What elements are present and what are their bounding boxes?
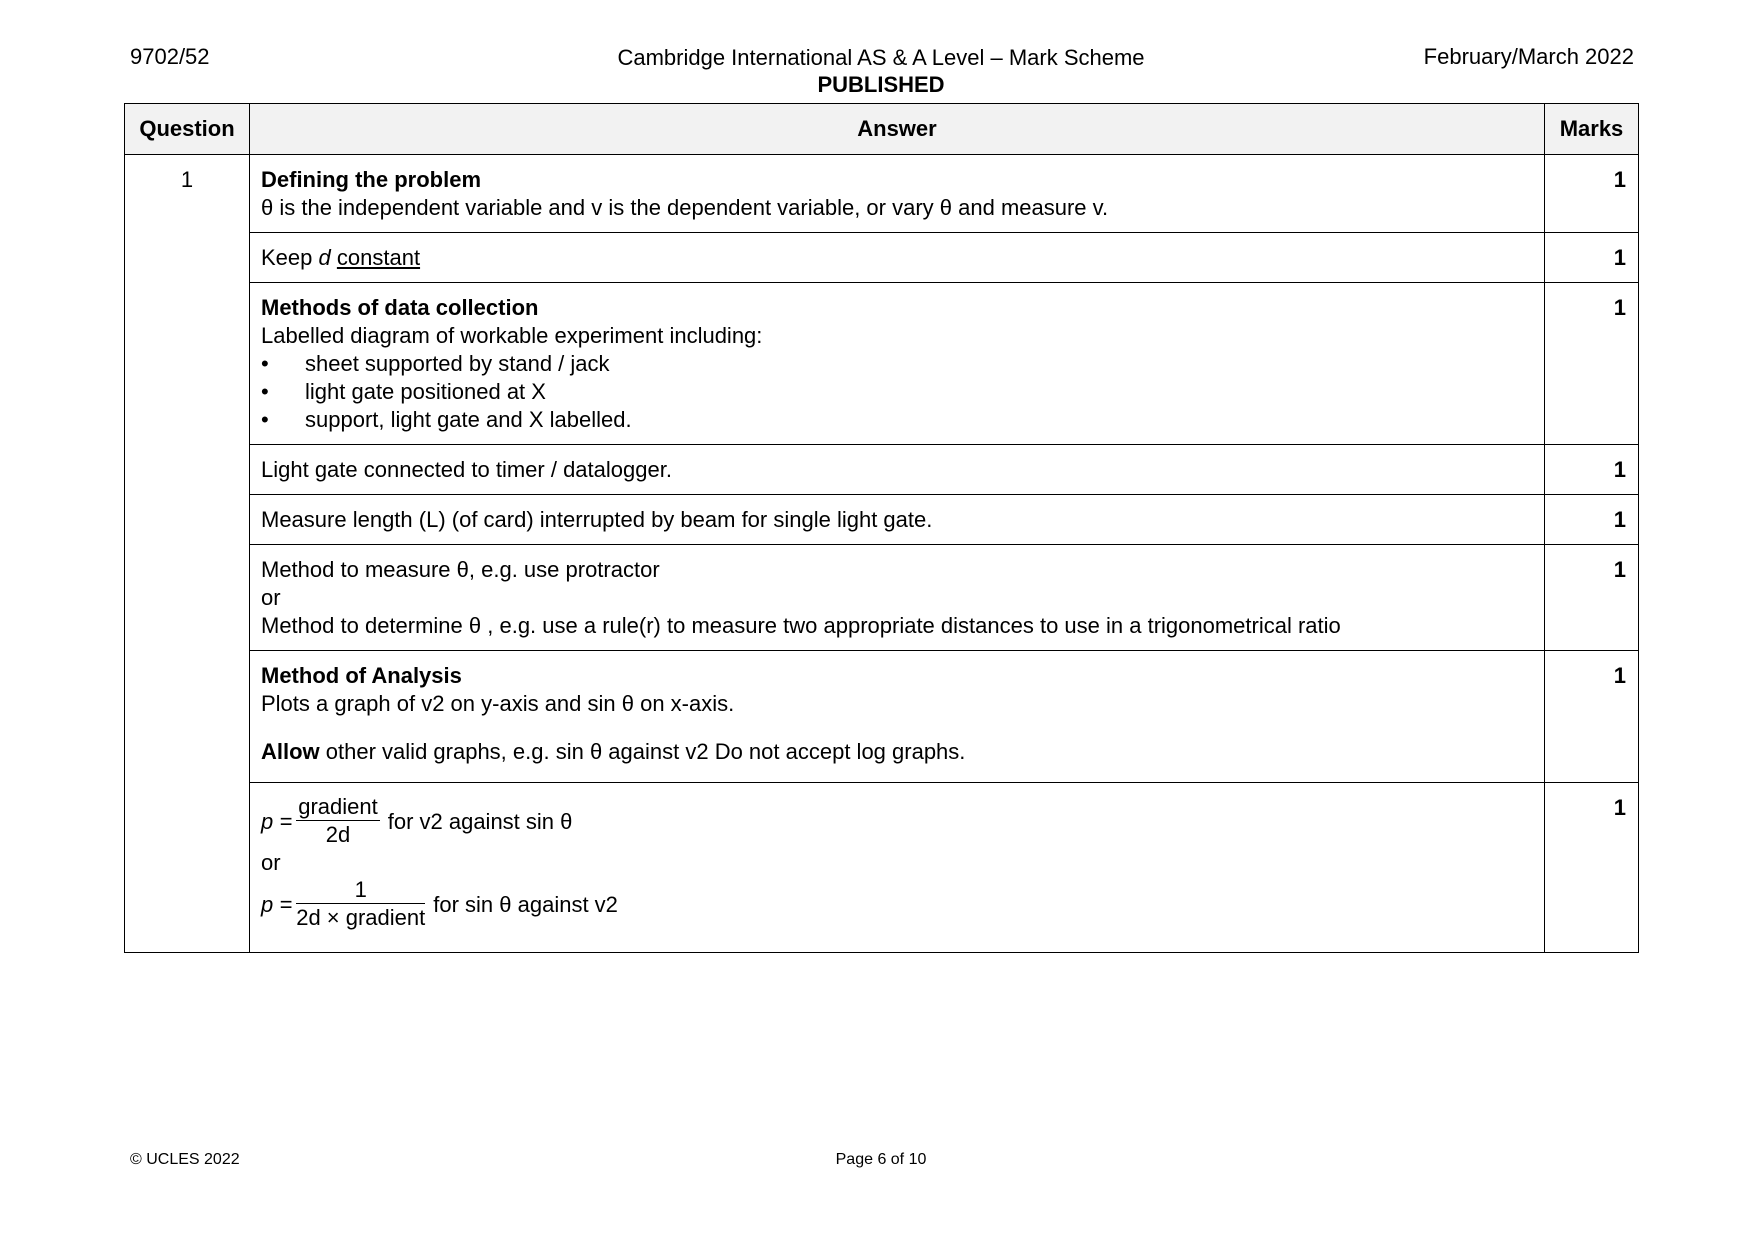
answer-text: Light gate connected to timer / datalogger. [261, 457, 672, 482]
equation-note: for sin θ against v2 [433, 891, 618, 917]
table-row [125, 155, 1639, 233]
fraction [296, 794, 380, 849]
answer-text: Labelled diagram of workable experiment including: [261, 323, 763, 348]
equation [261, 794, 1533, 849]
answer-cell [250, 445, 1545, 495]
answer-cell [250, 545, 1545, 651]
answer-text: Method to determine θ , e.g. use a rule(r) to measure two appropriate distances to use in a trigonometrical ratio [261, 613, 1341, 638]
answer-cell [250, 651, 1545, 783]
fraction-denominator: 2d × gradient [296, 905, 426, 930]
copyright: © UCLES 2022 [130, 1151, 240, 1168]
allow-text: other valid graphs, e.g. sin θ against v2 Do not accept log graphs. [325, 739, 966, 764]
marks-value: 1 [1545, 155, 1639, 233]
answer-text: Measure length (L) (of card) interrupted by beam for single light gate. [261, 507, 933, 532]
mark-scheme-table [124, 103, 1639, 953]
underlined-text: constant [336, 245, 421, 270]
table-row [125, 783, 1639, 953]
allow-note [261, 738, 1533, 766]
answer-text: Keep [261, 245, 313, 270]
bullet-item: • support, light gate and X labelled. [261, 407, 632, 432]
answer-text: Plots a graph of v2 on y-axis and sin θ on x-axis. [261, 691, 735, 716]
answer-header: Answer [250, 104, 1545, 155]
published-label: PUBLISHED [817, 72, 945, 97]
variable-d: d [318, 245, 331, 270]
or-text: or [261, 850, 281, 875]
fraction-denominator: 2d [325, 822, 351, 847]
table-row [125, 495, 1639, 545]
page-number: Page 6 of 10 [835, 1151, 927, 1168]
answer-cell [250, 783, 1545, 953]
marks-header: Marks [1545, 104, 1639, 155]
bullet-item: • light gate positioned at X [261, 379, 546, 404]
equation-lhs: p = [261, 891, 293, 917]
question-header: Question [125, 104, 250, 155]
answer-cell [250, 283, 1545, 445]
marks-value: 1 [1545, 545, 1639, 651]
marks-value: 1 [1545, 495, 1639, 545]
section-heading: Defining the problem [261, 167, 481, 192]
answer-cell [250, 155, 1545, 233]
section-heading: Methods of data collection [261, 295, 539, 320]
table-row [125, 283, 1639, 445]
exam-session: February/March 2022 [1423, 44, 1634, 69]
question-number: 1 [125, 155, 250, 953]
marks-value: 1 [1545, 283, 1639, 445]
marks-value: 1 [1545, 233, 1639, 283]
marks-value: 1 [1545, 783, 1639, 953]
answer-cell [250, 495, 1545, 545]
paper-code: 9702/52 [130, 44, 210, 69]
equation-lhs: p = [261, 808, 293, 834]
fraction-numerator: 1 [296, 877, 425, 904]
answer-cell [250, 233, 1545, 283]
or-text: or [261, 585, 281, 610]
marks-value: 1 [1545, 445, 1639, 495]
table-row [125, 545, 1639, 651]
answer-text: θ is the independent variable and v is the dependent variable, or vary θ and measure v. [261, 195, 1109, 220]
equation [261, 877, 1533, 932]
bullet-item: • sheet supported by stand / jack [261, 351, 610, 376]
allow-label: Allow [261, 739, 320, 764]
table-row [125, 651, 1639, 783]
fraction-numerator: gradient [298, 794, 378, 819]
table-row [125, 445, 1639, 495]
equation-note: for v2 against sin θ [387, 808, 573, 834]
title-text: Cambridge International AS & A Level – Mark Scheme [617, 45, 1145, 70]
fraction [296, 877, 425, 932]
marks-value: 1 [1545, 651, 1639, 783]
table-header-row [125, 104, 1639, 155]
answer-text: Method to measure θ, e.g. use protractor [261, 557, 660, 582]
section-heading: Method of Analysis [261, 663, 462, 688]
table-row [125, 233, 1639, 283]
